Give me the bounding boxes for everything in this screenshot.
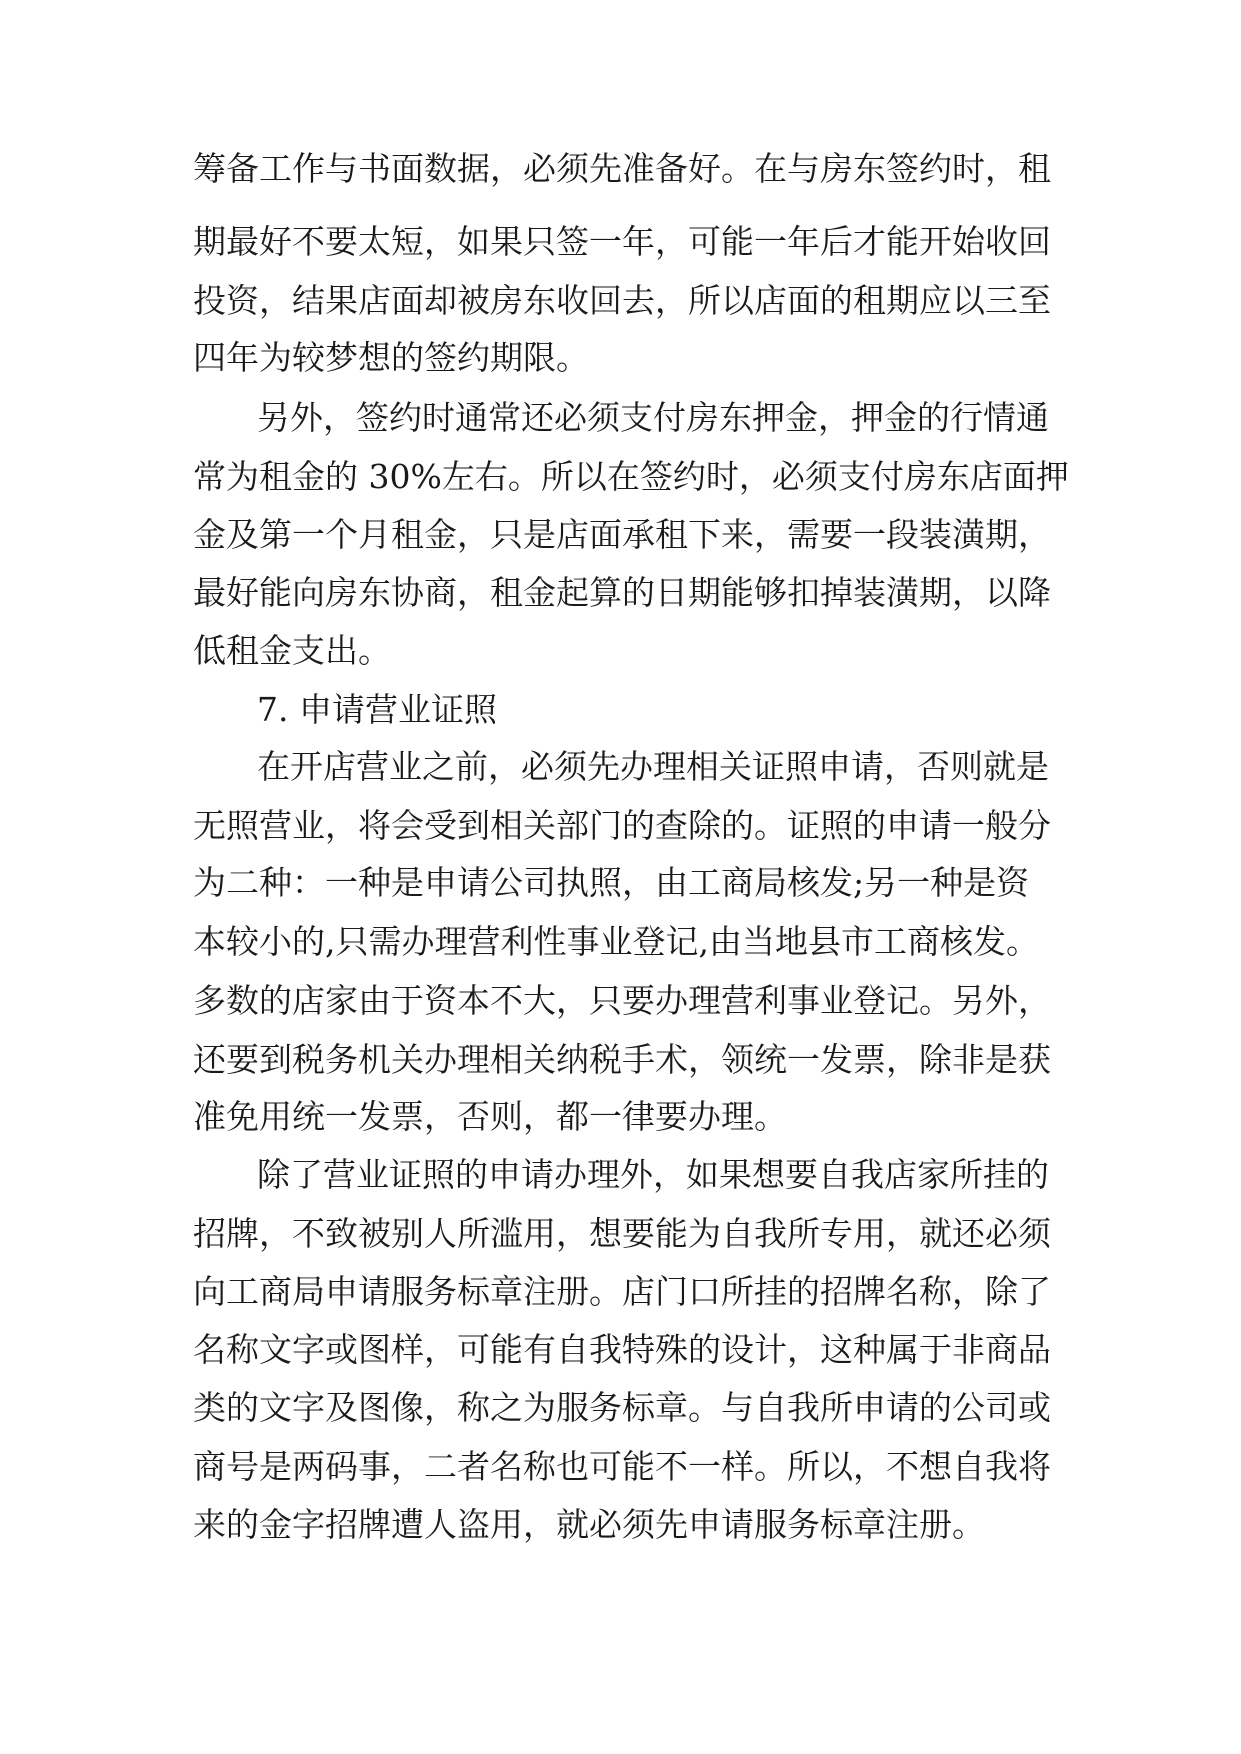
text-line: 为二种：一种是申请公司执照，由工商局核发;另一种是资 (193, 863, 1030, 902)
text-line: 筹备工作与书面数据，必须先准备好。在与房东签约时，租 (193, 149, 1051, 188)
text-line: 除了营业证照的申请办理外，如果想要自我店家所挂的 (257, 1155, 1049, 1194)
text-line: 金及第一个月租金，只是店面承租下来，需要一段装潢期， (193, 515, 1051, 554)
text-line: 来的金字招牌遭人盗用，就必须先申请服务标章注册。 (193, 1505, 985, 1544)
text-line: 还要到税务机关办理相关纳税手术，领统一发票，除非是获 (193, 1040, 1051, 1079)
text-line: 四年为较梦想的签约期限。 (193, 338, 589, 377)
text-line: 多数的店家由于资本不大，只要办理营利事业登记。另外， (193, 981, 1051, 1020)
text-line: 准免用统一发票，否则，都一律要办理。 (193, 1097, 787, 1136)
text-line: 投资，结果店面却被房东收回去，所以店面的租期应以三至 (193, 281, 1051, 320)
section-heading: 7. 申请营业证照 (257, 690, 497, 729)
text-line: 低租金支出。 (193, 631, 391, 670)
text-line: 另外，签约时通常还必须支付房东押金，押金的行情通 (257, 398, 1049, 437)
text-line: 招牌，不致被别人所滥用，想要能为自我所专用，就还必须 (193, 1214, 1051, 1253)
text-line: 期最好不要太短，如果只签一年，可能一年后才能开始收回 (193, 222, 1051, 261)
text-line: 商号是两码事，二者名称也可能不一样。所以，不想自我将 (193, 1447, 1051, 1486)
text-line: 名称文字或图样，可能有自我特殊的设计，这种属于非商品 (193, 1330, 1051, 1369)
text-line: 最好能向房东协商，租金起算的日期能够扣掉装潢期，以降 (193, 573, 1051, 612)
text-line: 在开店营业之前，必须先办理相关证照申请，否则就是 (257, 747, 1049, 786)
text-line: 无照营业，将会受到相关部门的查除的。证照的申请一般分 (193, 806, 1051, 845)
text-line: 类的文字及图像，称之为服务标章。与自我所申请的公司或 (193, 1388, 1051, 1427)
text-line: 常为租金的 30%左右。所以在签约时，必须支付房东店面押 (193, 457, 1069, 496)
text-line: 向工商局申请服务标章注册。店门口所挂的招牌名称，除了 (193, 1272, 1051, 1311)
text-line: 本较小的,只需办理营利性事业登记,由当地县市工商核发。 (193, 922, 1039, 961)
